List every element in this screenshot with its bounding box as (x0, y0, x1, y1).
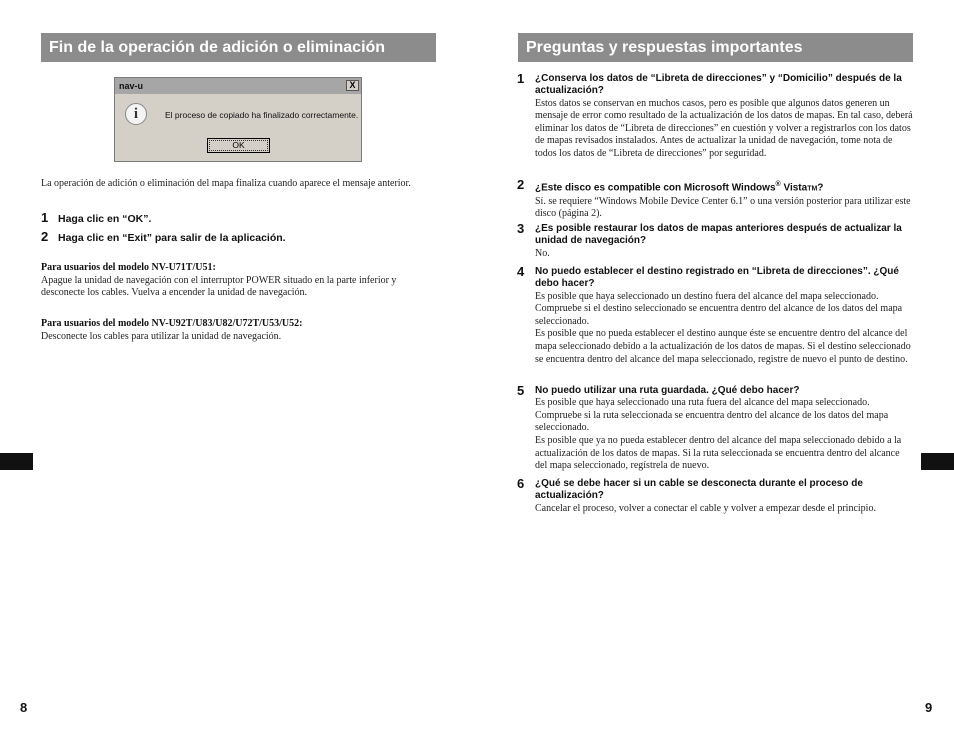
step-number: 1 (41, 210, 49, 225)
step-number: 2 (41, 229, 49, 244)
note-u92t (41, 318, 441, 343)
question-number: 2 (517, 177, 525, 192)
question: ¿Conserva los datos de “Libreta de direcciones” y “Domicilio” después de la actualización? (535, 73, 902, 97)
registered-mark: ® (775, 181, 781, 188)
answer-continued: Es posible que ya no pueda establecer dentro del alcance del mapa seleccionado debido a la actualización de los datos de mapas. Si la ruta seleccionada se encuentra dentro del alcance del mapa seleccionado, regístrela de nuevo. (535, 435, 902, 472)
question: No puedo establecer el destino registrado en “Libreta de direcciones”. ¿Qué debo hacer? (535, 266, 899, 290)
qa-item-6 (517, 478, 913, 515)
section-header-left: Fin de la operación de adición o eliminación (41, 33, 436, 62)
question-text: Vista (780, 182, 808, 194)
completion-dialog (114, 77, 362, 162)
edge-tab-right (921, 453, 954, 470)
qa-item-4 (517, 266, 913, 366)
question: No puedo utilizar una ruta guardada. ¿Qué debo hacer? (535, 385, 800, 396)
answer: Estos datos se conservan en muchos casos, pero es posible que algunos datos generen un mensaje de error como resultado de la actualización de los datos de mapas. En tal caso, deberá eliminar los datos de “Libreta de direcciones” en cuestión y volver a registrarlos con los datos de mapas revisados instalados. Antes de actualizar la unidad de navegación, tome nota de todos los datos de “Libreta de direcciones” por seguridad. (535, 97, 913, 159)
dialog-title: nav-u (119, 81, 144, 91)
answer: Es posible que haya seleccionado una ruta fuera del alcance del mapa seleccionado. Compruebe si la ruta seleccionada se encuentra dentro del alcance de los datos del mapa seleccionado. (535, 397, 889, 434)
dialog-titlebar (115, 78, 361, 94)
step-text: Haga clic en “Exit” para salir de la aplicación. (58, 232, 286, 244)
info-icon: i (125, 103, 147, 125)
trademark-mark: TM (807, 185, 818, 193)
section-header-right: Preguntas y respuestas importantes (518, 33, 913, 62)
question (535, 179, 913, 196)
answer: No. (535, 247, 550, 259)
page-number-left: 8 (20, 700, 28, 715)
intro-text: La operación de adición o eliminación del mapa finaliza cuando aparece el mensaje anterior. (41, 178, 411, 189)
qa-item-2 (517, 179, 913, 221)
step-2 (41, 229, 286, 244)
note-title: Para usuarios del modelo NV-U92T/U83/U82/U72T/U53/U52: (41, 318, 303, 329)
edge-tab-left (0, 453, 33, 470)
note-title: Para usuarios del modelo NV-U71T/U51: (41, 262, 216, 273)
question-number: 5 (517, 383, 525, 398)
note-body: Desconecte los cables para utilizar la unidad de navegación. (41, 330, 282, 342)
page-number-right: 9 (925, 700, 933, 715)
question-text: ¿Este disco es compatible con Microsoft Windows (535, 182, 776, 194)
question-number: 3 (517, 221, 525, 236)
answer-continued: Es posible que no pueda establecer el destino aunque éste se encuentre dentro del alcance del mapa seleccionado debido a la actualización de los datos de mapas. Si el destino seleccionado se encuentra dentro del alcance del mapa seleccionado, registre de nuevo el punto de destino. (535, 328, 911, 365)
step-1 (41, 210, 151, 225)
question-number: 6 (517, 476, 525, 491)
qa-item-1 (517, 73, 913, 161)
step-text: Haga clic en “OK”. (58, 213, 152, 225)
dialog-message: El proceso de copiado ha finalizado correctamente. (165, 110, 359, 120)
qa-item-3 (517, 223, 913, 260)
ok-button[interactable]: OK (207, 138, 270, 153)
question: ¿Qué se debe hacer si un cable se desconecta durante el proceso de actualización? (535, 478, 863, 502)
question-number: 1 (517, 71, 525, 86)
question: ¿Es posible restaurar los datos de mapas anteriores después de actualizar la unidad de navegación? (535, 223, 902, 247)
question-text: ? (817, 182, 824, 194)
close-icon[interactable]: X (346, 80, 359, 91)
answer: Sí. se requiere “Windows Mobile Device Center 6.1” o una versión posterior para utilizar este disco (página 2). (535, 195, 911, 220)
question-number: 4 (517, 264, 525, 279)
note-u71t (41, 262, 441, 300)
note-body: Apague la unidad de navegación con el interruptor POWER situado en la parte inferior y desconecte los cables. Vuelva a encender la unidad de navegación. (41, 274, 397, 299)
qa-item-5 (517, 385, 913, 473)
answer: Cancelar el proceso, volver a conectar el cable y volver a empezar desde el principio. (535, 502, 876, 514)
answer: Es posible que haya seleccionado un destino fuera del alcance del mapa seleccionado. Compruebe si el destino seleccionado se encuentra dentro del alcance de los datos del mapa seleccionado. (535, 290, 903, 327)
